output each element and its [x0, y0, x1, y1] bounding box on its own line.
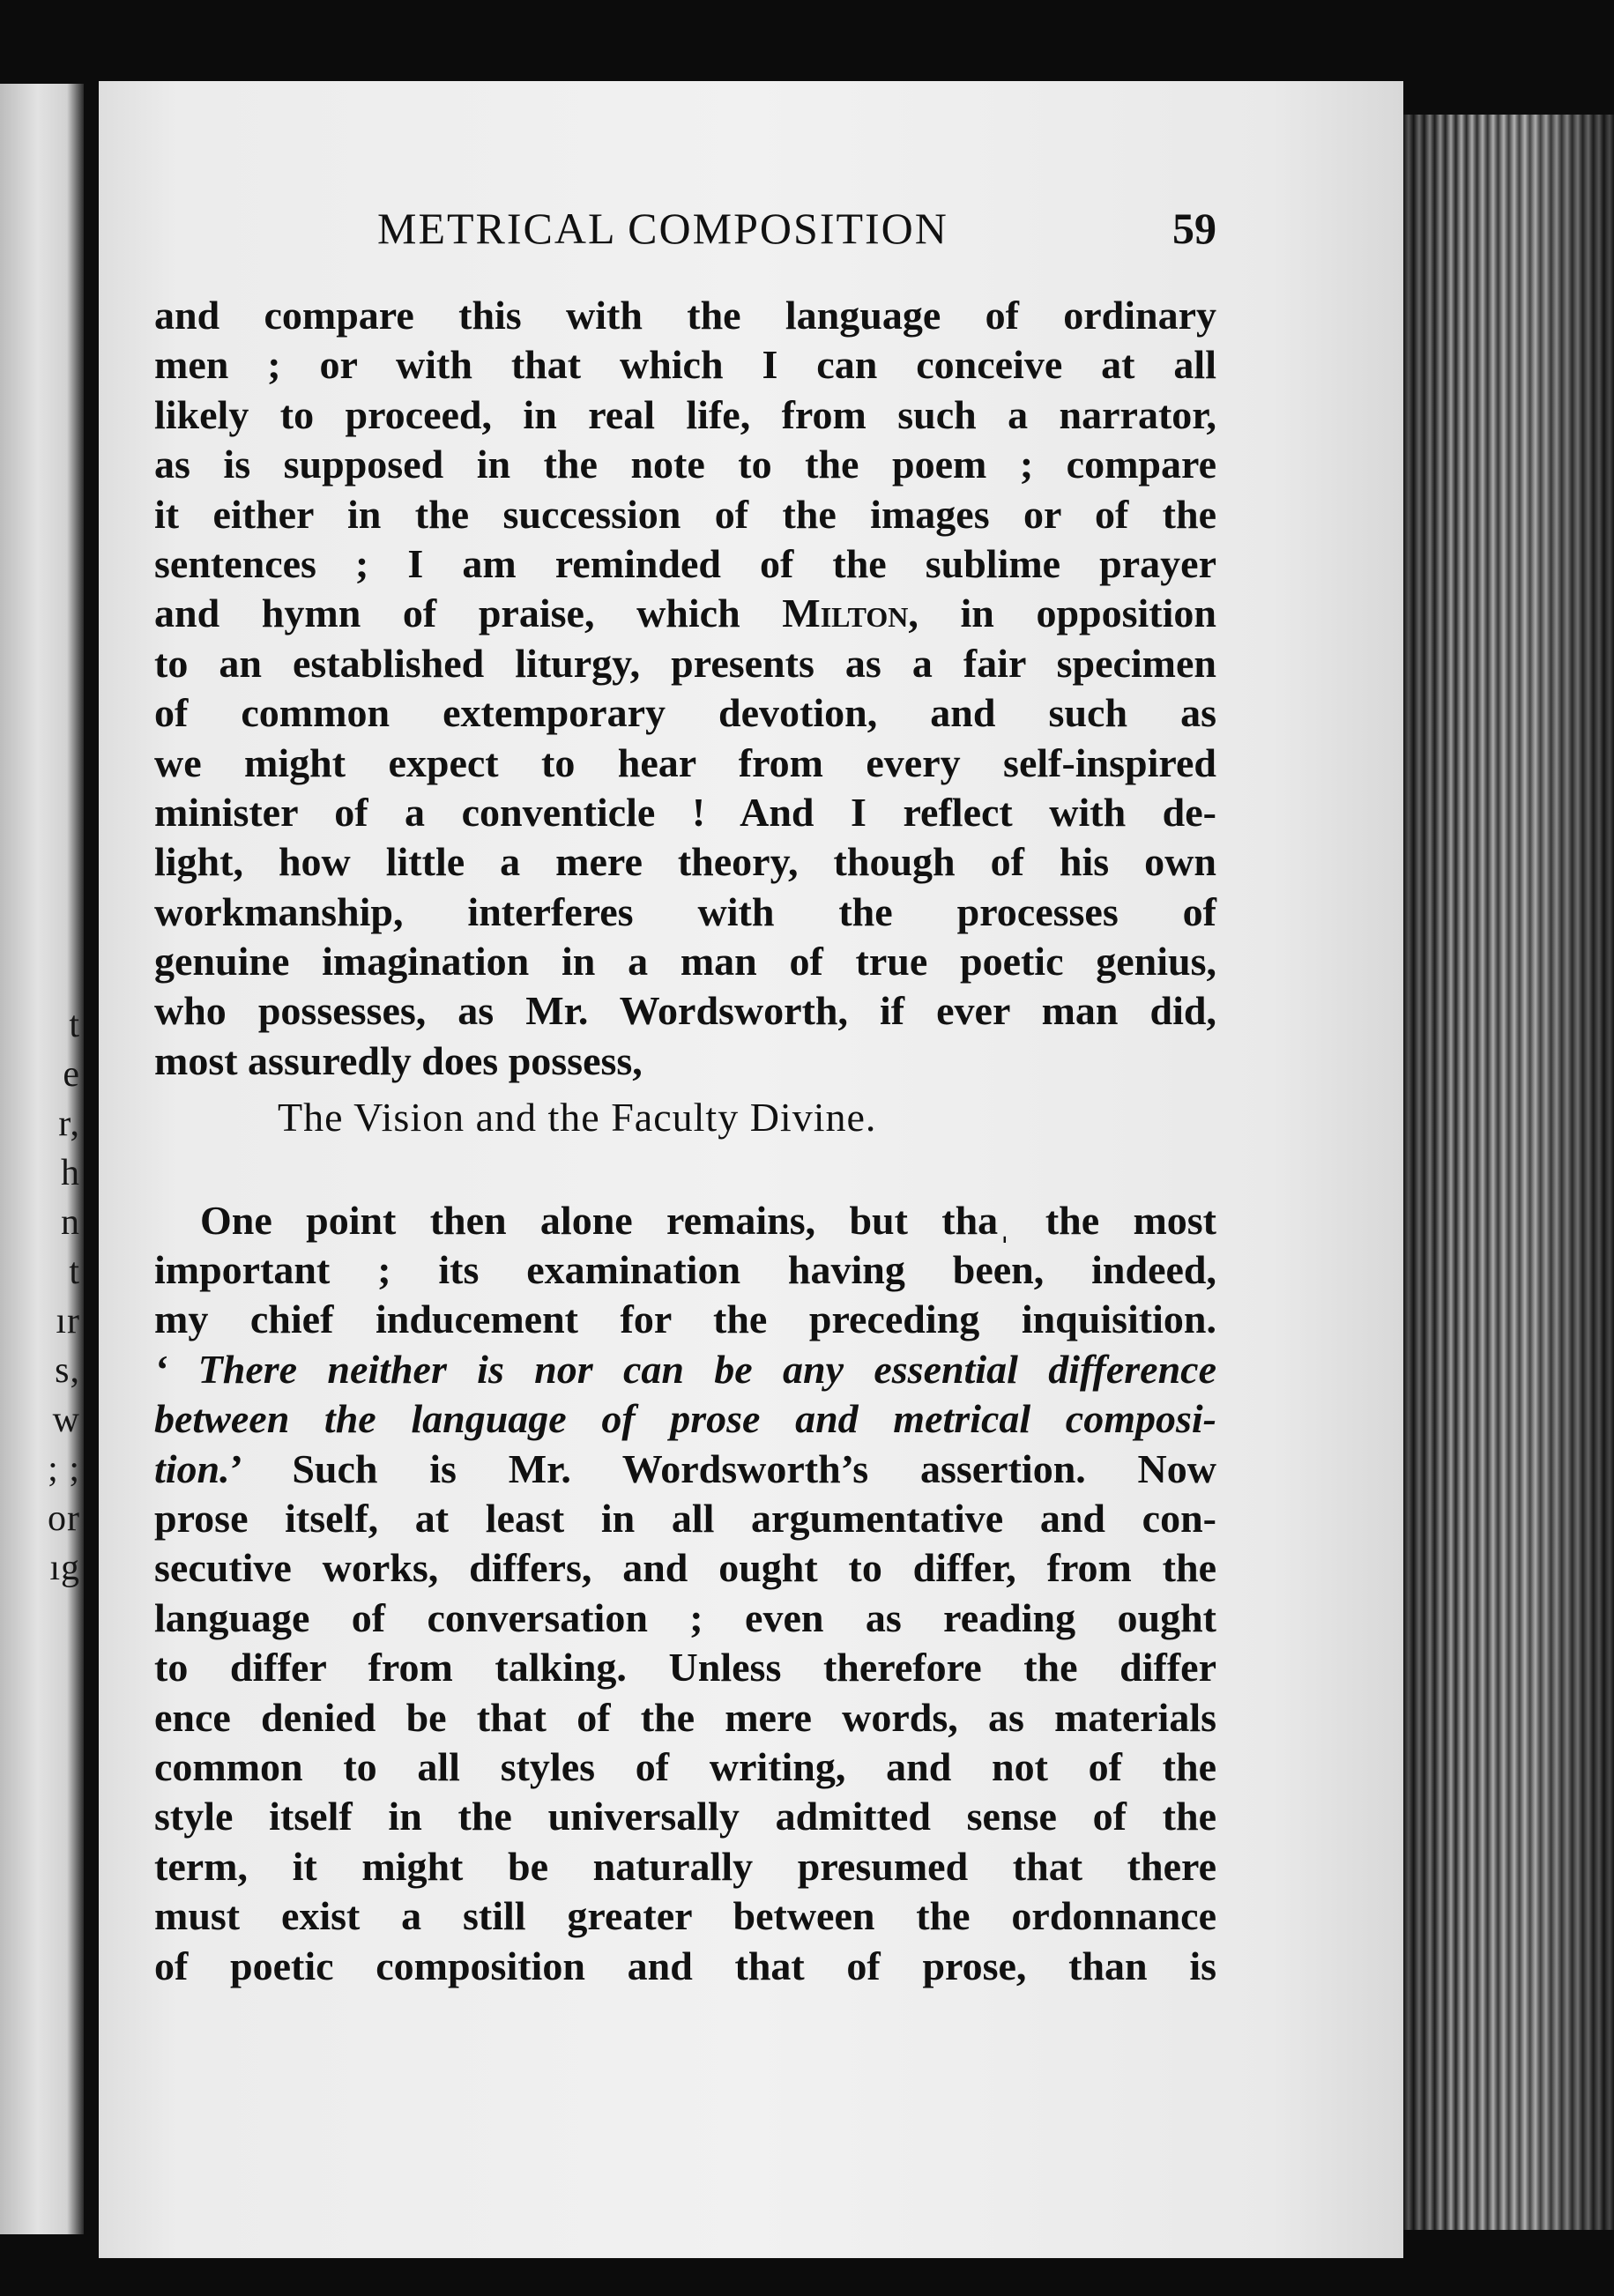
text-line: likely to proceed, in real life, from such a narrator,	[154, 391, 1216, 437]
running-head: METRICAL COMPOSITION	[377, 204, 948, 253]
italic-run: tion.	[154, 1445, 230, 1491]
text-line: language of conversation ; even as reading ought	[154, 1594, 1216, 1640]
text-run: ’ Such is Mr. Wordsworth’s assertion. Now	[229, 1445, 1216, 1491]
text-line: of common extemporary devotion, and such as	[154, 690, 1216, 736]
page-body	[154, 291, 1216, 1991]
page-header	[159, 203, 1216, 264]
text-line: to differ from talking. Unless therefore the differ	[154, 1645, 1216, 1690]
fragment: w	[52, 1400, 80, 1440]
text-line	[154, 589, 1216, 638]
fragment: ; ;	[48, 1449, 80, 1490]
text-line: term, it might be naturally presumed that there	[154, 1843, 1216, 1889]
paragraph-spacer	[154, 1143, 1216, 1196]
text-line: as is supposed in the note to the poem ; compare	[154, 442, 1216, 487]
text-line: One point then alone remains, but thaˌ the most	[200, 1197, 1216, 1243]
text-line: sentences ; I am reminded of the sublime prayer	[154, 540, 1216, 586]
facing-page-edge	[0, 84, 84, 2234]
text-line: important ; its examination having been, indeed,	[154, 1247, 1216, 1293]
text-line: must exist a still greater between the ordonnance	[154, 1893, 1216, 1939]
fragment: e	[63, 1054, 80, 1095]
fragment: t	[69, 1252, 80, 1292]
text-line	[154, 1445, 1216, 1494]
text-line: secutive works, differs, and ought to differ, from the	[154, 1545, 1216, 1591]
text-line: men ; or with that which I can conceive at all	[154, 342, 1216, 388]
text-line: we might expect to hear from every self-inspired	[154, 739, 1216, 785]
facing-page-text-fragments	[0, 1000, 84, 1593]
text-line: prose itself, at least in all argumentative and con-	[154, 1495, 1216, 1541]
text-line: it either in the succession of the images or of the	[154, 491, 1216, 537]
page-number: 59	[1172, 204, 1216, 253]
text-line: ence denied be that of the mere words, as materials	[154, 1694, 1216, 1740]
text-run: and hymn of praise, which	[154, 591, 783, 636]
fragment: ır	[56, 1301, 80, 1341]
fragment: n	[61, 1202, 80, 1243]
text-line: genuine imagination in a man of true poetic genius,	[154, 939, 1216, 985]
text-line: minister of a conventicle ! And I reflect with de-	[154, 789, 1216, 835]
text-line: common to all styles of writing, and not of the	[154, 1743, 1216, 1789]
verse-quotation: The Vision and the Faculty Divine.	[278, 1095, 877, 1141]
text-run: , in opposition	[908, 591, 1216, 636]
text-line: workmanship, interferes with the processes of	[154, 888, 1216, 934]
italic-quote-line: ‘ There neither is nor can be any essential difference	[154, 1346, 1216, 1392]
fragment: or	[48, 1498, 80, 1539]
fragment: t	[69, 1005, 80, 1045]
page-block-shading	[1403, 115, 1614, 2230]
text-line: and compare this with the language of ordinary	[154, 293, 1216, 338]
fragment: s,	[55, 1350, 80, 1391]
text-line: most assuredly does possess,	[154, 1037, 643, 1083]
text-line: who possesses, as Mr. Wordsworth, if ever man did,	[154, 988, 1216, 1034]
text-line: my chief inducement for the preceding inquisition.	[154, 1297, 1216, 1342]
fragment: h	[61, 1153, 80, 1193]
fragment: ıg	[49, 1548, 80, 1588]
italic-quote-line: between the language of prose and metrical composi-	[154, 1396, 1216, 1442]
text-line: of poetic composition and that of prose, than is	[154, 1943, 1216, 1988]
text-line: light, how little a mere theory, though of his own	[154, 839, 1216, 885]
author-name-milton: Milton	[782, 591, 909, 636]
text-line: to an established liturgy, presents as a fair specimen	[154, 640, 1216, 686]
fragment: r,	[58, 1103, 80, 1144]
text-line: style itself in the universally admitted sense of the	[154, 1794, 1216, 1839]
